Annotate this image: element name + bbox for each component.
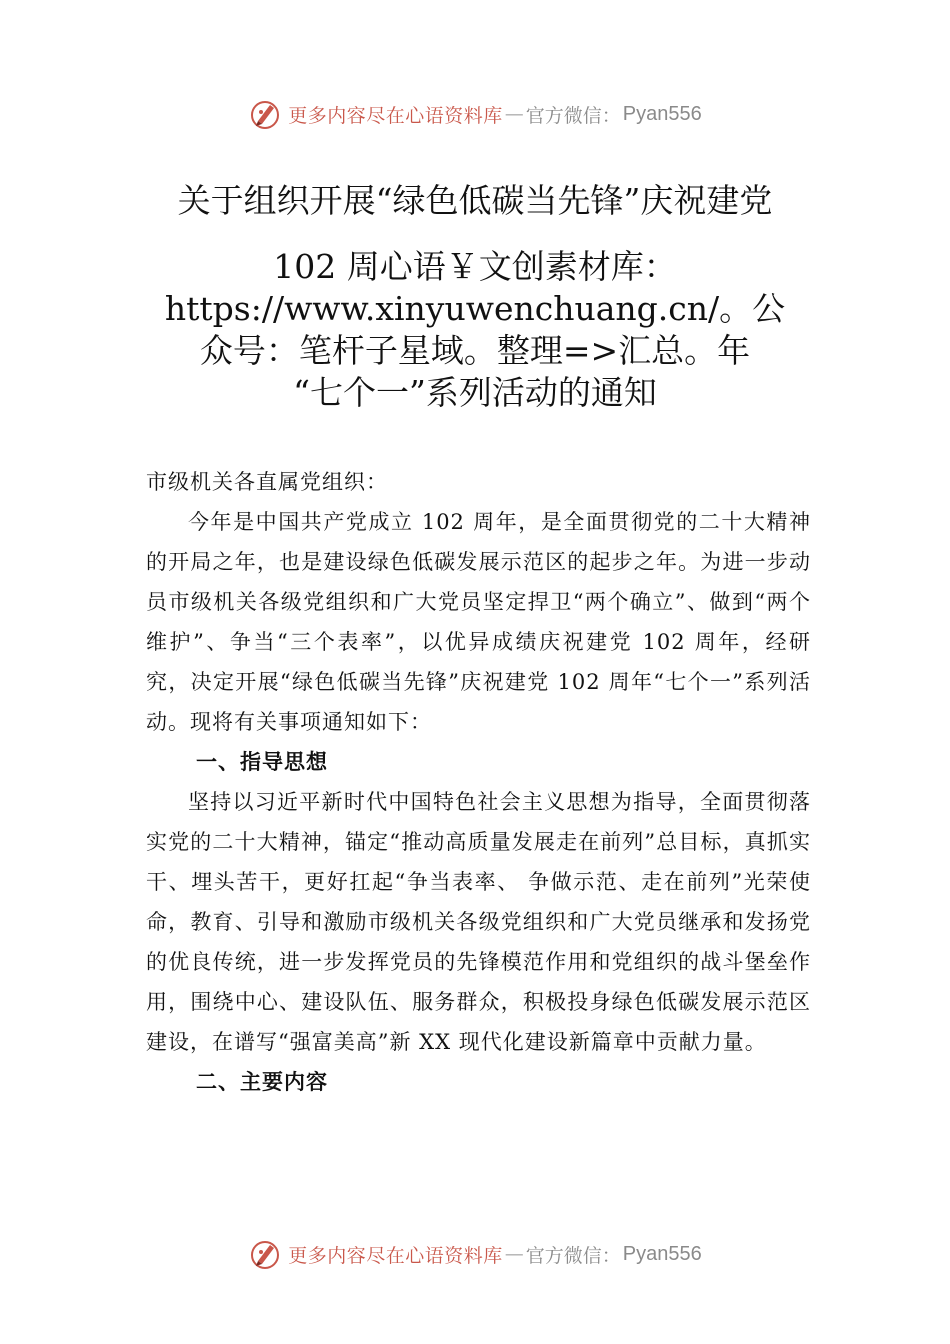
header-banner: [0, 94, 950, 134]
banner-text: 更多内容尽在心语资料库: [288, 1244, 503, 1267]
pen-seal-icon: [248, 1237, 282, 1271]
banner-text: 更多内容尽在心语资料库: [288, 104, 503, 127]
document-title: [120, 180, 830, 414]
title-line-1: 关于组织开展“绿色低碳当先锋”庆祝建党: [177, 181, 773, 220]
title-line-4: 众号：笔杆子星域。整理=>汇总。年: [199, 331, 751, 370]
banner-wechat-label: 官方微信：: [525, 1244, 621, 1267]
footer-banner: [0, 1234, 950, 1274]
title-line-3: https://www.xinyuwenchuang.cn/。公: [164, 289, 786, 328]
salutation: 市级机关各直属党组织：: [146, 470, 388, 494]
banner-separator: —: [504, 1243, 524, 1265]
title-line-2: 102 周心语￥文创素材库：: [273, 247, 677, 286]
section-heading-1: 一、指导思想: [196, 750, 328, 774]
paragraph-intro: 今年是中国共产党成立 102 周年，是全面贯彻党的二十大精神的开局之年，也是建设绿色低碳发展示范区的起步之年。为进一步动员市级机关各级党组织和广大党员坚定捍卫“两个确立”、做到“两个维护”、争当“三个表率”，以优异成绩庆祝建党 102 周年，经研究，决定开展“绿色低碳当先锋”庆祝建党 102 周年“七个一”系列活动。现将有关事项通知如下：: [146, 510, 811, 734]
section-heading-2: 二、主要内容: [196, 1070, 328, 1094]
paragraph-guiding-ideology: 坚持以习近平新时代中国特色社会主义思想为指导，全面贯彻落实党的二十大精神，锚定“推动高质量发展走在前列”总目标，真抓实干、埋头苦干，更好扛起“争当表率、 争做示范、走在前列”光荣使命，教育、引导和激励市级机关各级党组织和广大党员继承和发扬党的优良传统，进一步发挥党员的先锋模范作用和党组织的战斗堡垒作用，围绕中心、建设队伍、服务群众，积极投身绿色低碳发展示范区建设，在谱写“强富美高”新 XX 现代化建设新篇章中贡献力量。: [146, 790, 811, 1054]
pen-seal-icon: [248, 97, 282, 131]
banner-wechat-id: Pyan556: [622, 1242, 702, 1265]
banner-wechat-id: Pyan556: [622, 102, 702, 125]
title-line-5: “七个一”系列活动的通知: [293, 373, 657, 412]
banner-wechat-label: 官方微信：: [525, 104, 621, 127]
banner-separator: —: [504, 103, 524, 125]
document-body: [146, 462, 811, 1102]
